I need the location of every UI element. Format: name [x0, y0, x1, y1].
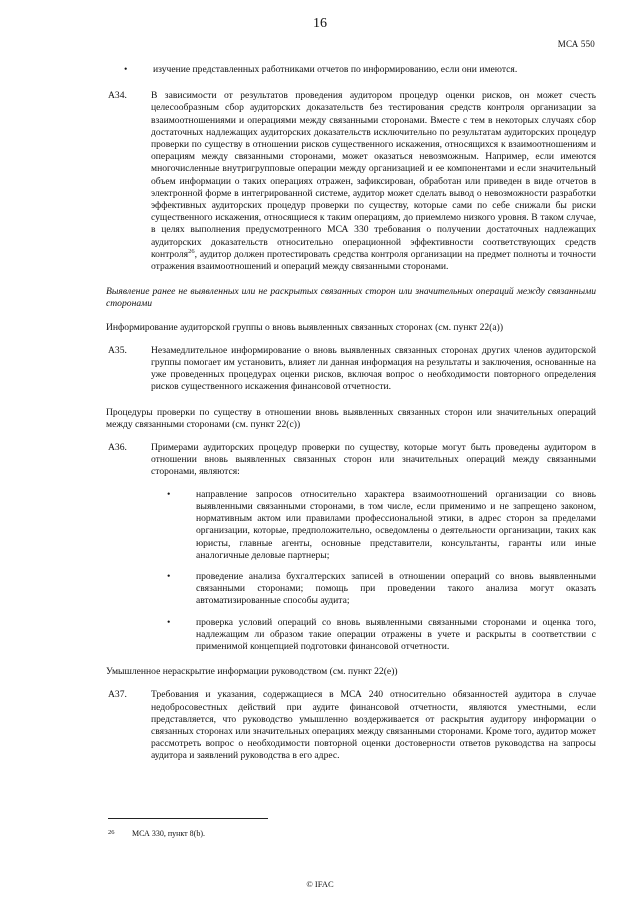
paragraph-text-continued: , аудитор должен протестировать средства контроля организации на предмет полноты и точности отражения взаимоотношений и операций между связанными сторонами. [151, 248, 596, 273]
paragraph-text: Требования и указания, содержащиеся в МСА 240 относительно обязанностей аудитора в случае недобросовестных действий при аудите финансовой отчетности, являются уместными, если представляется, что руководство умышленно воздерживается от раскрытия аудитору информации о связанных сторонах или значительных операциях между связанными сторонами. Кроме того, аудитор может рассмотреть вопрос о необходимости повторной оценки достоверности ответов руководства на запросы аудитора и заявлений руководства в его адрес. [151, 689, 596, 762]
list-item [151, 489, 596, 562]
paragraph-a36 [108, 442, 596, 479]
document-body [108, 64, 596, 776]
footnote-number: 26 [108, 829, 115, 836]
paragraph-a35 [108, 345, 596, 394]
bullet-dot: • [167, 616, 171, 628]
page-number: 16 [313, 16, 327, 31]
paragraph-number: A36. [108, 442, 127, 454]
list-item [151, 617, 596, 654]
paragraph-text: Примерами аудиторских процедур проверки по существу, которые могут быть проведены аудитором в отношении вновь выявленных связанных сторон или значительных операций между связанными сторонами, являются: [151, 442, 596, 478]
copyright-footer: © IFAC [306, 879, 334, 889]
footnote [108, 829, 205, 838]
paragraph-number: A34. [108, 90, 127, 102]
bullet-text: изучение представленных работниками отчетов по информированию, если они имеются. [153, 64, 518, 75]
bullet-item-top [108, 64, 596, 76]
paragraph-a37 [108, 689, 596, 762]
paragraph-a34 [108, 90, 596, 273]
subheading-intentional: Умышленное нераскрытие информации руководством (см. пункт 22(е)) [106, 666, 398, 678]
footnote-divider [108, 818, 268, 819]
paragraph-number: A37. [108, 689, 127, 701]
footnote-text: МСА 330, пункт 8(b). [132, 829, 205, 838]
paragraph-number: A35. [108, 344, 127, 356]
bullet-dot: • [124, 64, 128, 75]
bullet-dot: • [167, 570, 171, 582]
standard-reference: МСА 550 [557, 39, 595, 49]
paragraph-text: В зависимости от результатов проведения аудитором процедур оценки рисков, он может счесть целесообразным сбор аудиторских доказательств без тестирования средств контроля организации за взаимоотношениями и операциями между связанными сторонами. Вместе с тем в некоторых случаях сбор достаточных надлежащих аудиторских доказательств исключительно по результатам аудиторских процедур проверки по существу в отношении рисков существенного искажения, относящихся к взаимоотношениям и операциям между связанными сторонами, может оказаться невозможным. Например, если имеются многочисленные внутригрупповые операции между организацией и ее компонентами и если значительный объем информации о таких операциях отражен, зафиксирован, обработан или приведен в виде отчетов в электронной форме в интегрированной системе, аудитор может сделать вывод о невозможности разработки эффективных аудиторских процедур проверки по существу, которые сами по себе снижали бы риски существенного искажения, относящиеся к таким операциям, до приемлемо низкого уровня. В таком случае, в целях выполнения предусмотренного МСА 330 требования о получении достаточных надлежащих аудиторских доказательств относительно операционной эффективности соответствующих средств контроля [151, 90, 596, 260]
list-item-text: направление запросов относительно характера взаимоотношений организации со вновь выявленными связанными сторонами, в том числе, если применимо и не запрещено законом, нормативным актом или правилами профессиональной этики, в адрес сторон за пределами организации, которые, предположительно, осведомлены о деятельности организации, таких как юристы, главные агенты, основные представители, консультанты, гаранты или иные аналогичные деловые партнеры; [196, 488, 596, 561]
footnote-marker[interactable]: 26 [188, 247, 195, 255]
subheading-inform: Информирование аудиторской группы о вновь выявленных связанных сторонах (см. пункт 22(а)) [106, 321, 504, 333]
section-heading-italic: Выявление ранее не выявленных или не раскрытых связанных сторон или значительных операций между связанными сторонами [106, 286, 596, 310]
list-item [151, 571, 596, 608]
bullet-dot: • [167, 488, 171, 500]
list-item-text: проведение анализа бухгалтерских записей в отношении операций со вновь выявленными связанными сторонами; помощь при проведении такого анализа могут оказать автоматизированные способы аудита; [196, 570, 596, 607]
subheading-procedures: Процедуры проверки по существу в отношении вновь выявленных связанных сторон или значительных операций между связанными сторонами (см. пункт 22(с)) [106, 406, 596, 430]
list-item-text: проверка условий операций со вновь выявленными связанными сторонами и оценка того, надлежащим ли образом такие операции отражены в учете и раскрыты в соответствии с применимой концепцией подготовки финансовой отчетности. [196, 616, 596, 652]
paragraph-text: Незамедлительное информирование о вновь выявленных связанных сторонах других членов аудиторской группы помогает им установить, влияет ли данная информация на результаты и заключения, основанные на уже проведенных процедурах оценки рисков, включая вопрос о необходимости повторного определения рисков существенного искажения финансовой отчетности. [151, 344, 596, 393]
